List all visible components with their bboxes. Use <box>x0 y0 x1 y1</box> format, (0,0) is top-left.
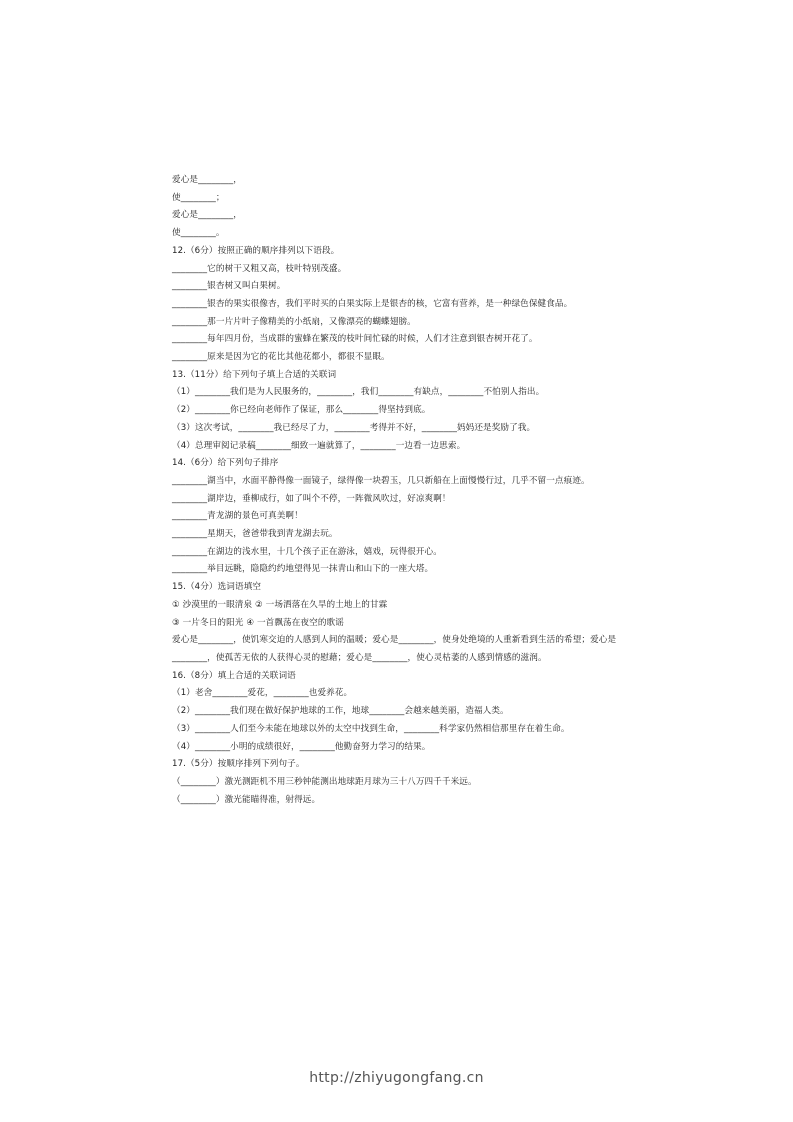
text-line: ________每年四月份，当成群的蜜蜂在繁茂的枝叶间忙碌的时候，人们才注意到银杏树开花了。 <box>172 334 538 345</box>
text-line: （3）________人们至今未能在地球以外的太空中找到生命，________科学家仍然相信那里存在着生命。 <box>172 723 570 734</box>
text-line: 爱心是________，使饥寒交迫的人感到人间的温暖；爱心是________，使身处绝境的人重新看到生活的希望；爱心是________，使孤苦无依的人获得心灵的慰藉；爱心是________，使心灵枯萎的人感到情感的滋润。 <box>172 635 617 663</box>
text-line: ________那一片片叶子像精美的小纸扇，又像漂亮的蝴蝶翅膀。 <box>172 316 416 327</box>
text-line: （2）________你已经向老师作了保证，那么________得坚持到底。 <box>172 405 431 416</box>
text-line: ________它的树干又粗又高，枝叶特别茂盛。 <box>172 263 347 274</box>
text-line: 使________； <box>172 192 225 203</box>
question-heading: 16.（8分）填上合适的关联词语 <box>172 670 296 681</box>
text-line: ________星期天，爸爸带我到青龙湖去玩。 <box>172 529 338 540</box>
option-line: ③ 一片冬日的阳光 ④ 一首飘荡在夜空的歌谣 <box>172 617 344 628</box>
question-heading: 14.（6分）给下列句子排序 <box>172 458 279 469</box>
text-line: （________）激光能瞄得准，射得远。 <box>172 794 321 805</box>
text-line: （1）________我们是为人民服务的，________，我们________有缺点，________不怕别人指出。 <box>172 387 545 398</box>
text-line: （________）激光测距机不用三秒钟能测出地球距月球为三十八万四千千米远。 <box>172 776 477 787</box>
question-heading: 17.（5分）按顺序排列下列句子。 <box>172 759 305 770</box>
text-line: ________原来是因为它的花比其他花都小，都很不显眼。 <box>172 352 390 363</box>
text-line: ________银杏的果实很像杏，我们平时买的白果实际上是银杏的核，它富有营养，是一种绿色保健食品。 <box>172 298 573 309</box>
text-line: （2）________我们现在做好保护地球的工作，地球________会越来越美丽，造福人类。 <box>172 706 509 717</box>
text-line: （1）老舍________爱花，________也爱养花。 <box>172 688 353 699</box>
text-line: （4）________小明的成绩很好，________他勤奋努力学习的结果。 <box>172 741 431 752</box>
text-line: ________湖当中，水面平静得像一面镜子，绿得像一块碧玉，几只新船在上面慢慢行过，几乎不留一点痕迹。 <box>172 475 590 486</box>
text-line: ________湖岸边，垂柳成行，如了叫个不停，一阵微风吹过，好凉爽啊！ <box>172 493 451 504</box>
text-line: 爱心是________， <box>172 175 242 185</box>
text-line: 使________。 <box>172 228 225 239</box>
option-line: ① 沙漠里的一眼清泉 ② 一场洒落在久旱的土地上的甘霖 <box>172 599 388 610</box>
text-line: 爱心是________， <box>172 210 242 221</box>
worksheet-content <box>172 172 632 809</box>
text-line: ________青龙湖的景色可真美啊！ <box>172 511 303 522</box>
text-line: ________在湖边的浅水里，十几个孩子正在游泳，嬉戏，玩得很开心。 <box>172 546 442 557</box>
text-line: ________银杏树又叫白果树。 <box>172 281 286 292</box>
question-heading: 15.（4分）选词语填空 <box>172 582 262 593</box>
text-line: （3）这次考试，________我已经尽了力，________考得并不好，________妈妈还是奖励了我。 <box>172 422 536 433</box>
question-heading: 12.（6分）按照正确的顺序排列以下语段。 <box>172 245 340 256</box>
text-line: ________举目远眺，隐隐约约地望得见一抹青山和山下的一座大塔。 <box>172 564 434 575</box>
question-heading: 13.（11分）给下列句子填上合适的关联词 <box>172 369 337 380</box>
text-line: （4）总理审阅记录稿________细致一遍就算了，________一边看一边思索。 <box>172 440 466 451</box>
footer-url: http://zhiyugongfang.cn <box>309 1070 484 1086</box>
